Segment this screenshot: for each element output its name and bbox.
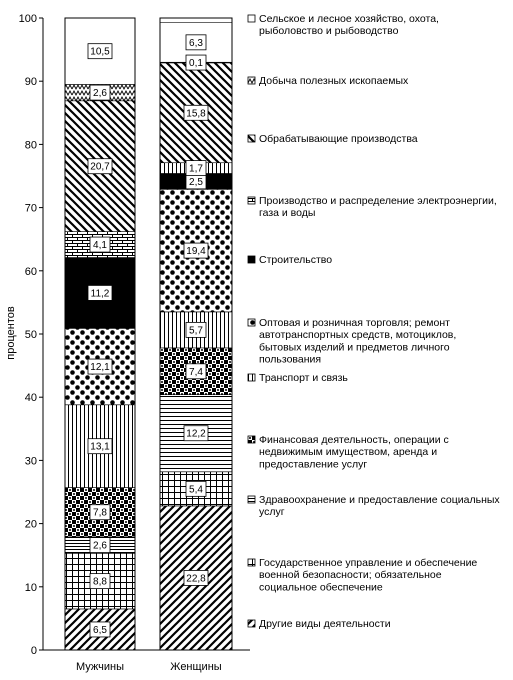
- legend-swatch: [248, 77, 255, 84]
- legend-label: Государственное управление и обеспечение военной безопасности; обязательное социальное обеспечение: [259, 557, 478, 594]
- value-label: 20,7: [90, 161, 110, 173]
- y-tick-label: 0: [30, 645, 37, 657]
- legend-label: Оптовая и розничная торговля; ремонт автотранспортных средств, мотоциклов, бытовых изделий и предметов личного пользования: [259, 317, 457, 366]
- value-label: 2,5: [189, 176, 203, 188]
- value-label: 5,7: [189, 325, 203, 337]
- y-tick-label: 60: [24, 265, 37, 278]
- legend: [248, 13, 500, 630]
- value-label: 7,4: [189, 366, 203, 378]
- value-label: 8,8: [93, 576, 107, 588]
- legend-swatch: [248, 15, 255, 22]
- y-tick-label: 30: [24, 455, 37, 468]
- value-label: 4,1: [93, 240, 107, 252]
- value-label: 11,2: [90, 288, 110, 300]
- y-tick-label: 50: [24, 329, 37, 341]
- value-label: 6,3: [189, 37, 203, 49]
- legend-swatch: [248, 620, 255, 627]
- value-label: 10,5: [90, 46, 110, 58]
- y-tick-label: 70: [24, 202, 37, 215]
- y-tick-label: 80: [24, 139, 37, 152]
- value-label: 1,7: [189, 163, 203, 175]
- y-tick-label: 40: [24, 392, 37, 405]
- value-label: 15,8: [186, 108, 206, 120]
- value-label: 5,4: [189, 484, 203, 496]
- y-axis-label: процентов: [5, 306, 17, 360]
- legend-label: Добыча полезных ископаемых: [259, 75, 409, 87]
- value-label: 2,6: [93, 540, 107, 552]
- legend-label: Другие виды деятельности: [259, 618, 391, 630]
- legend-swatch: [248, 374, 255, 381]
- legend-swatch: [248, 135, 255, 142]
- value-label: 13,1: [90, 441, 110, 453]
- legend-label: Здравоохранение и предоставление социальных услуг: [259, 494, 500, 519]
- legend-label: Финансовая деятельность, операции с недвижимым имуществом, аренда и предоставление услуг: [259, 434, 449, 471]
- legend-swatch: [248, 559, 255, 566]
- legend-swatch: [248, 197, 255, 204]
- value-label: 12,1: [90, 362, 110, 374]
- y-tick-label: 10: [24, 581, 37, 594]
- value-label: 0,1: [189, 58, 203, 70]
- y-tick-label: 90: [24, 76, 37, 89]
- y-axis: [19, 13, 43, 657]
- legend-swatch: [248, 319, 255, 326]
- legend-swatch: [248, 436, 255, 443]
- value-label: 6,5: [93, 624, 107, 636]
- category-label: Женщины: [170, 661, 222, 673]
- legend-label: Обрабатывающие производства: [259, 133, 418, 145]
- legend-label: Транспорт и связь: [259, 372, 348, 384]
- value-label: 19,4: [186, 246, 206, 258]
- value-label: 12,2: [186, 428, 206, 440]
- x-axis-labels: [43, 650, 250, 673]
- legend-label: Производство и распределение электроэнергии, газа и воды: [259, 195, 497, 220]
- legend-swatch: [248, 496, 255, 503]
- y-tick-label: 20: [24, 518, 37, 531]
- category-label: Мужчины: [75, 661, 125, 673]
- value-label: 2,6: [93, 88, 107, 100]
- legend-swatch: [248, 256, 255, 263]
- legend-label: Строительство: [259, 254, 333, 266]
- value-label: 22,8: [186, 573, 206, 585]
- y-tick-label: 100: [18, 13, 37, 25]
- value-label: 7,8: [93, 507, 107, 519]
- legend-label: Сельское и лесное хозяйство, охота, рыболовство и рыбоводство: [259, 13, 439, 38]
